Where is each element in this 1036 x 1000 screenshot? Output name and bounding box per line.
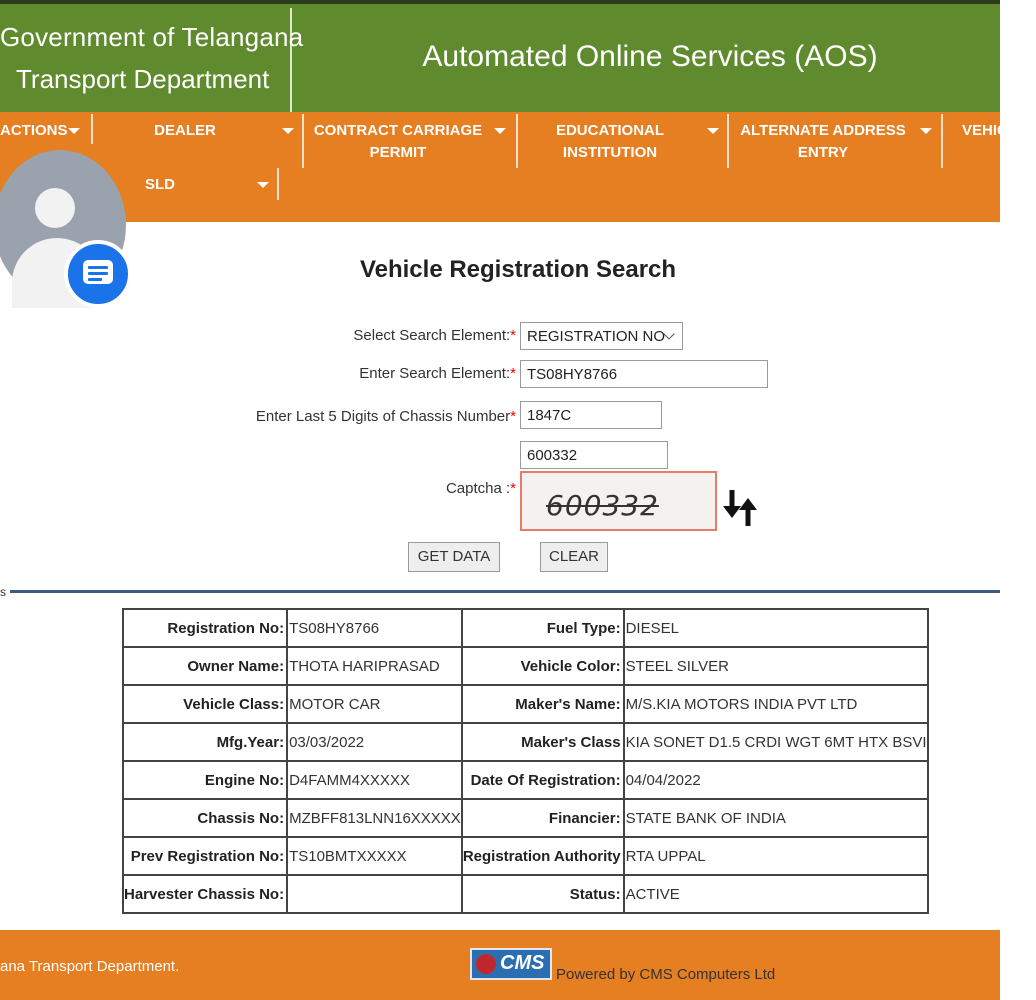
field-value: KIA SONET D1.5 CRDI WGT 6MT HTX BSVI — [624, 723, 928, 761]
table-row — [123, 799, 928, 837]
nav-ccp-line2: PERMIT — [369, 144, 427, 161]
avatar-head — [35, 188, 75, 228]
cms-logo — [470, 948, 552, 980]
caret-down-icon[interactable] — [282, 128, 294, 134]
app-header — [0, 0, 1000, 112]
field-value: MOTOR CAR — [287, 685, 462, 723]
fieldset-legend-fragment: s — [0, 585, 6, 599]
results-table — [122, 608, 929, 914]
field-label: Chassis No: — [123, 799, 287, 837]
chassis-input[interactable] — [520, 401, 662, 429]
nav-educational-institution[interactable] — [530, 120, 690, 164]
main-nav — [0, 112, 1017, 222]
nav-separator — [91, 114, 93, 144]
field-label: Engine No: — [123, 761, 287, 799]
table-row — [123, 761, 928, 799]
field-label: Prev Registration No: — [123, 837, 287, 875]
nav-sld-label: SLD — [145, 176, 175, 193]
required-mark: * — [510, 408, 516, 425]
nav-ccp-line1: CONTRACT CARRIAGE — [313, 122, 483, 139]
chassis-value: 1847C — [527, 407, 572, 424]
table-row — [123, 685, 928, 723]
refresh-icon[interactable] — [720, 486, 760, 530]
captcha-image-text: 600332 — [546, 489, 659, 522]
chassis-label — [256, 408, 516, 425]
clear-button[interactable]: CLEAR — [540, 542, 608, 572]
field-label: Maker's Name: — [462, 685, 624, 723]
search-value-label — [359, 365, 516, 382]
cms-logo-text: CMS — [500, 952, 545, 974]
nav-dealer-label: DEALER — [154, 122, 216, 139]
required-mark: * — [510, 327, 516, 344]
powered-by-text: Powered by CMS Computers Ltd — [556, 966, 776, 983]
nav-veh-line1: VEHIC — [962, 122, 1008, 139]
search-value-text: TS08HY8766 — [527, 366, 618, 383]
field-value: TS08HY8766 — [287, 609, 462, 647]
field-value: MZBFF813LNN16XXXXX — [287, 799, 462, 837]
caret-down-icon[interactable] — [68, 128, 80, 134]
nav-vehicle[interactable] — [950, 120, 1022, 164]
field-label: Registration Authority — [462, 837, 624, 875]
field-label: Registration No: — [123, 609, 287, 647]
search-element-label-text: Select Search Element: — [353, 327, 511, 344]
page-title: Vehicle Registration Search — [359, 256, 677, 283]
search-element-label — [353, 327, 516, 344]
captcha-label — [446, 480, 516, 497]
caret-down-icon[interactable] — [707, 128, 719, 134]
field-label: Harvester Chassis No: — [123, 875, 287, 913]
captcha-label-text: Captcha : — [445, 480, 511, 497]
search-element-select[interactable] — [520, 322, 683, 350]
caret-down-icon[interactable] — [920, 128, 932, 134]
nav-sld[interactable] — [130, 174, 190, 196]
footer-org-text: ana Transport Department. — [0, 958, 180, 975]
nav-alt-line2: ENTRY — [797, 144, 849, 161]
field-label: Mfg.Year: — [123, 723, 287, 761]
nav-contract-carriage-permit[interactable] — [312, 120, 484, 164]
nav-alt-line1: ALTERNATE ADDRESS — [740, 122, 906, 139]
field-value: DIESEL — [624, 609, 928, 647]
field-label: Fuel Type: — [462, 609, 624, 647]
field-value: STEEL SILVER — [624, 647, 928, 685]
nav-separator — [302, 114, 304, 168]
nav-separator — [516, 114, 518, 168]
field-label: Vehicle Class: — [123, 685, 287, 723]
section-divider — [10, 590, 1000, 593]
field-label: Status: — [462, 875, 624, 913]
cms-logo-mark — [476, 954, 496, 974]
nav-separator — [727, 114, 729, 168]
field-label: Date Of Registration: — [462, 761, 624, 799]
field-value: STATE BANK OF INDIA — [624, 799, 928, 837]
field-value: 03/03/2022 — [287, 723, 462, 761]
table-row — [123, 837, 928, 875]
chassis-label-text: Enter Last 5 Digits of Chassis Number — [255, 408, 511, 425]
field-value: RTA UPPAL — [624, 837, 928, 875]
field-value: ACTIVE — [624, 875, 928, 913]
field-value: 04/04/2022 — [624, 761, 928, 799]
search-value-input[interactable] — [520, 360, 768, 388]
field-value: D4FAMM4XXXXX — [287, 761, 462, 799]
nav-edu-line2: INSTITUTION — [562, 144, 658, 161]
search-element-value: REGISTRATION NO — [527, 328, 666, 345]
required-mark: * — [510, 480, 516, 497]
field-label: Vehicle Color: — [462, 647, 624, 685]
table-row — [123, 609, 928, 647]
nav-actions-label: ACTIONS — [0, 122, 68, 139]
table-row — [123, 647, 928, 685]
org-department: Transport Department — [16, 64, 270, 94]
table-row — [123, 723, 928, 761]
org-block — [0, 8, 304, 112]
field-label: Maker's Class — [462, 723, 624, 761]
nav-edu-line1: EDUCATIONAL — [555, 122, 665, 139]
required-mark: * — [510, 365, 516, 382]
caret-down-icon[interactable] — [257, 182, 269, 188]
search-value-label-text: Enter Search Element: — [359, 365, 511, 382]
app-footer — [0, 930, 1000, 1000]
captcha-input-value: 600332 — [527, 447, 578, 464]
caret-down-icon[interactable] — [494, 128, 506, 134]
nav-separator — [941, 114, 943, 168]
results-body — [123, 609, 928, 913]
captcha-image — [520, 471, 717, 531]
field-value: THOTA HARIPRASAD — [287, 647, 462, 685]
captcha-input[interactable] — [520, 441, 668, 469]
field-label: Financier: — [462, 799, 624, 837]
field-value — [287, 875, 462, 913]
nav-alternate-address-entry[interactable] — [738, 120, 908, 164]
field-value: M/S.KIA MOTORS INDIA PVT LTD — [624, 685, 928, 723]
nav-separator — [277, 168, 279, 200]
org-name: Government of Telangana — [0, 22, 304, 52]
service-title: Automated Online Services (AOS) — [422, 40, 878, 73]
get-data-button[interactable]: GET DATA — [408, 542, 500, 572]
nav-veh-line2: IN — [1002, 144, 1017, 161]
nav-dealer[interactable] — [130, 120, 240, 142]
nav-actions[interactable] — [0, 120, 68, 142]
field-label: Owner Name: — [123, 647, 287, 685]
table-row — [123, 875, 928, 913]
field-value: TS10BMTXXXXX — [287, 837, 462, 875]
